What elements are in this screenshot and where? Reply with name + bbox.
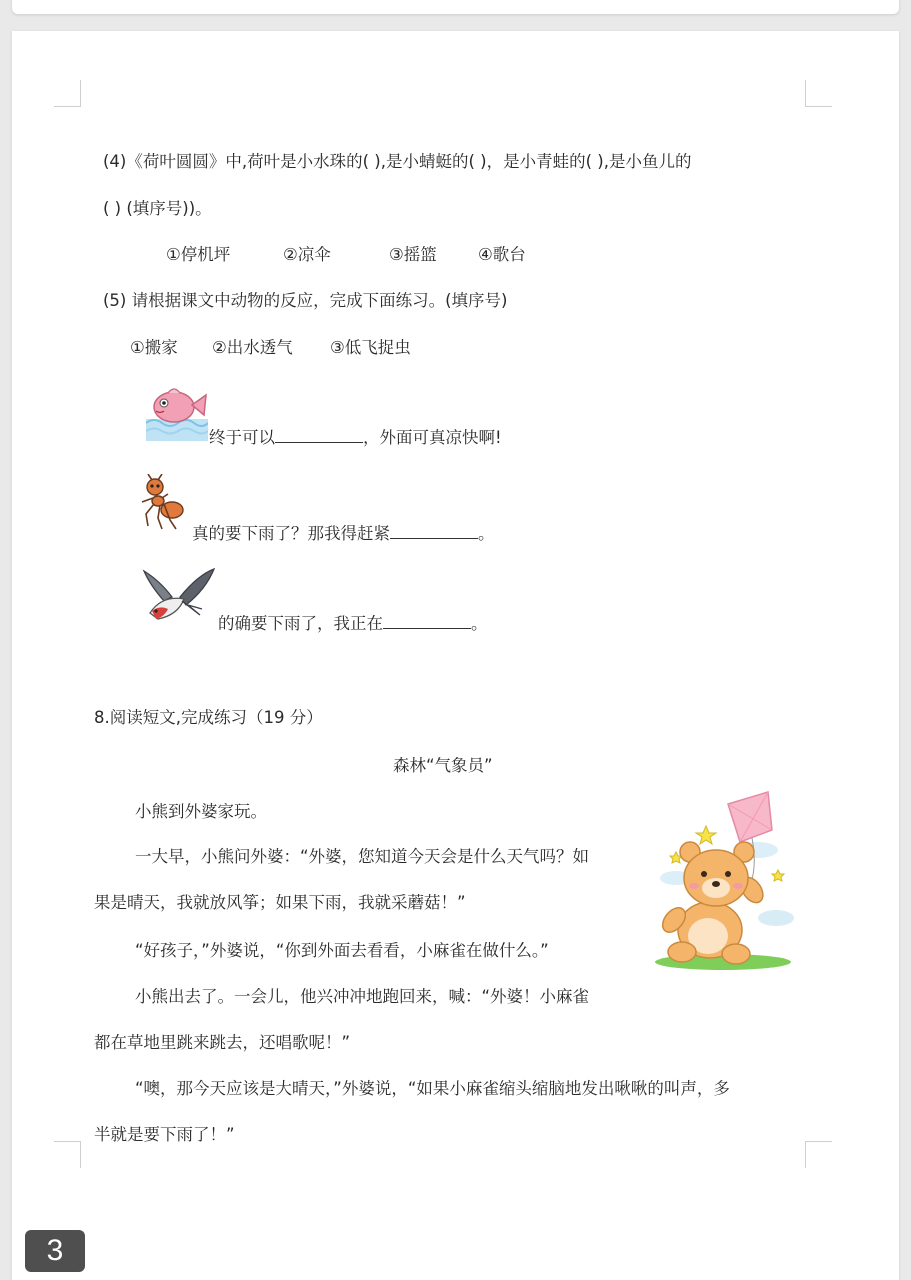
page-number-badge[interactable]: 3 — [25, 1230, 85, 1272]
story-paragraph-4-line-1: 小熊出去了。一会儿，他兴冲冲地跑回来，喊：“外婆！小麻雀 — [135, 987, 590, 1006]
fish-sentence — [209, 426, 502, 449]
fish-sentence-before: 终于可以 — [209, 428, 275, 447]
swallow-sentence — [218, 612, 488, 635]
crop-mark-bottom-right — [805, 1141, 832, 1168]
q4-line-1: (4)《荷叶圆圆》中,荷叶是小水珠的( ),是小蜻蜓的( )，是小青蛙的( ),是小鱼儿的 — [103, 152, 692, 171]
story-title: 森林“气象员” — [393, 756, 493, 775]
q4-option-4: ④歌台 — [478, 245, 526, 264]
story-paragraph-2-line-1: 一大早，小熊问外婆：“外婆，您知道今天会是什么天气吗？如 — [135, 847, 590, 866]
swallow-sentence-after: 。 — [471, 614, 488, 633]
story-paragraph-5-line-1: “噢，那今天应该是大晴天，”外婆说，“如果小麻雀缩头缩脑地发出啾啾的叫声，多 — [135, 1079, 730, 1098]
q5-option-1: ①搬家 — [130, 338, 178, 357]
story-paragraph-5-line-2: 半就是要下雨了！” — [94, 1125, 235, 1144]
q5-title: (5) 请根据课文中动物的反应，完成下面练习。(填序号) — [103, 291, 508, 310]
fish-answer-blank[interactable] — [275, 426, 363, 443]
q8-heading: 8.阅读短文,完成练习（19 分） — [94, 708, 323, 727]
story-paragraph-3: “好孩子，”外婆说，“你到外面去看看，小麻雀在做什么。” — [135, 941, 549, 960]
crop-mark-bottom-left — [54, 1141, 81, 1168]
swallow-icon — [142, 565, 216, 625]
story-paragraph-1: 小熊到外婆家玩。 — [135, 802, 267, 821]
crop-mark-top-right — [805, 80, 832, 107]
crop-mark-top-left — [54, 80, 81, 107]
q5-option-2: ②出水透气 — [212, 338, 293, 357]
ant-answer-blank[interactable] — [390, 522, 478, 539]
story-paragraph-2-line-2: 果是晴天，我就放风筝；如果下雨，我就采蘑菇！” — [94, 893, 466, 912]
ant-sentence-before: 真的要下雨了？那我得赶紧 — [192, 524, 390, 543]
story-paragraph-4-line-2: 都在草地里跳来跳去，还唱歌呢！” — [94, 1033, 351, 1052]
swallow-sentence-before: 的确要下雨了，我正在 — [218, 614, 383, 633]
q4-option-1: ①停机坪 — [166, 245, 231, 264]
swallow-answer-blank[interactable] — [383, 612, 471, 629]
previous-page-edge — [12, 0, 899, 14]
q4-option-3: ③摇篮 — [389, 245, 437, 264]
ant-icon — [138, 474, 188, 532]
ant-sentence — [192, 522, 495, 545]
q5-option-3: ③低飞捉虫 — [330, 338, 411, 357]
bear-kite-icon — [648, 790, 798, 970]
fish-sentence-after: ，外面可真凉快啊! — [363, 428, 502, 447]
ant-sentence-after: 。 — [478, 524, 495, 543]
q4-line-2: ( ) (填序号))。 — [103, 199, 212, 218]
fish-icon — [146, 383, 208, 441]
q4-option-2: ②凉伞 — [283, 245, 331, 264]
